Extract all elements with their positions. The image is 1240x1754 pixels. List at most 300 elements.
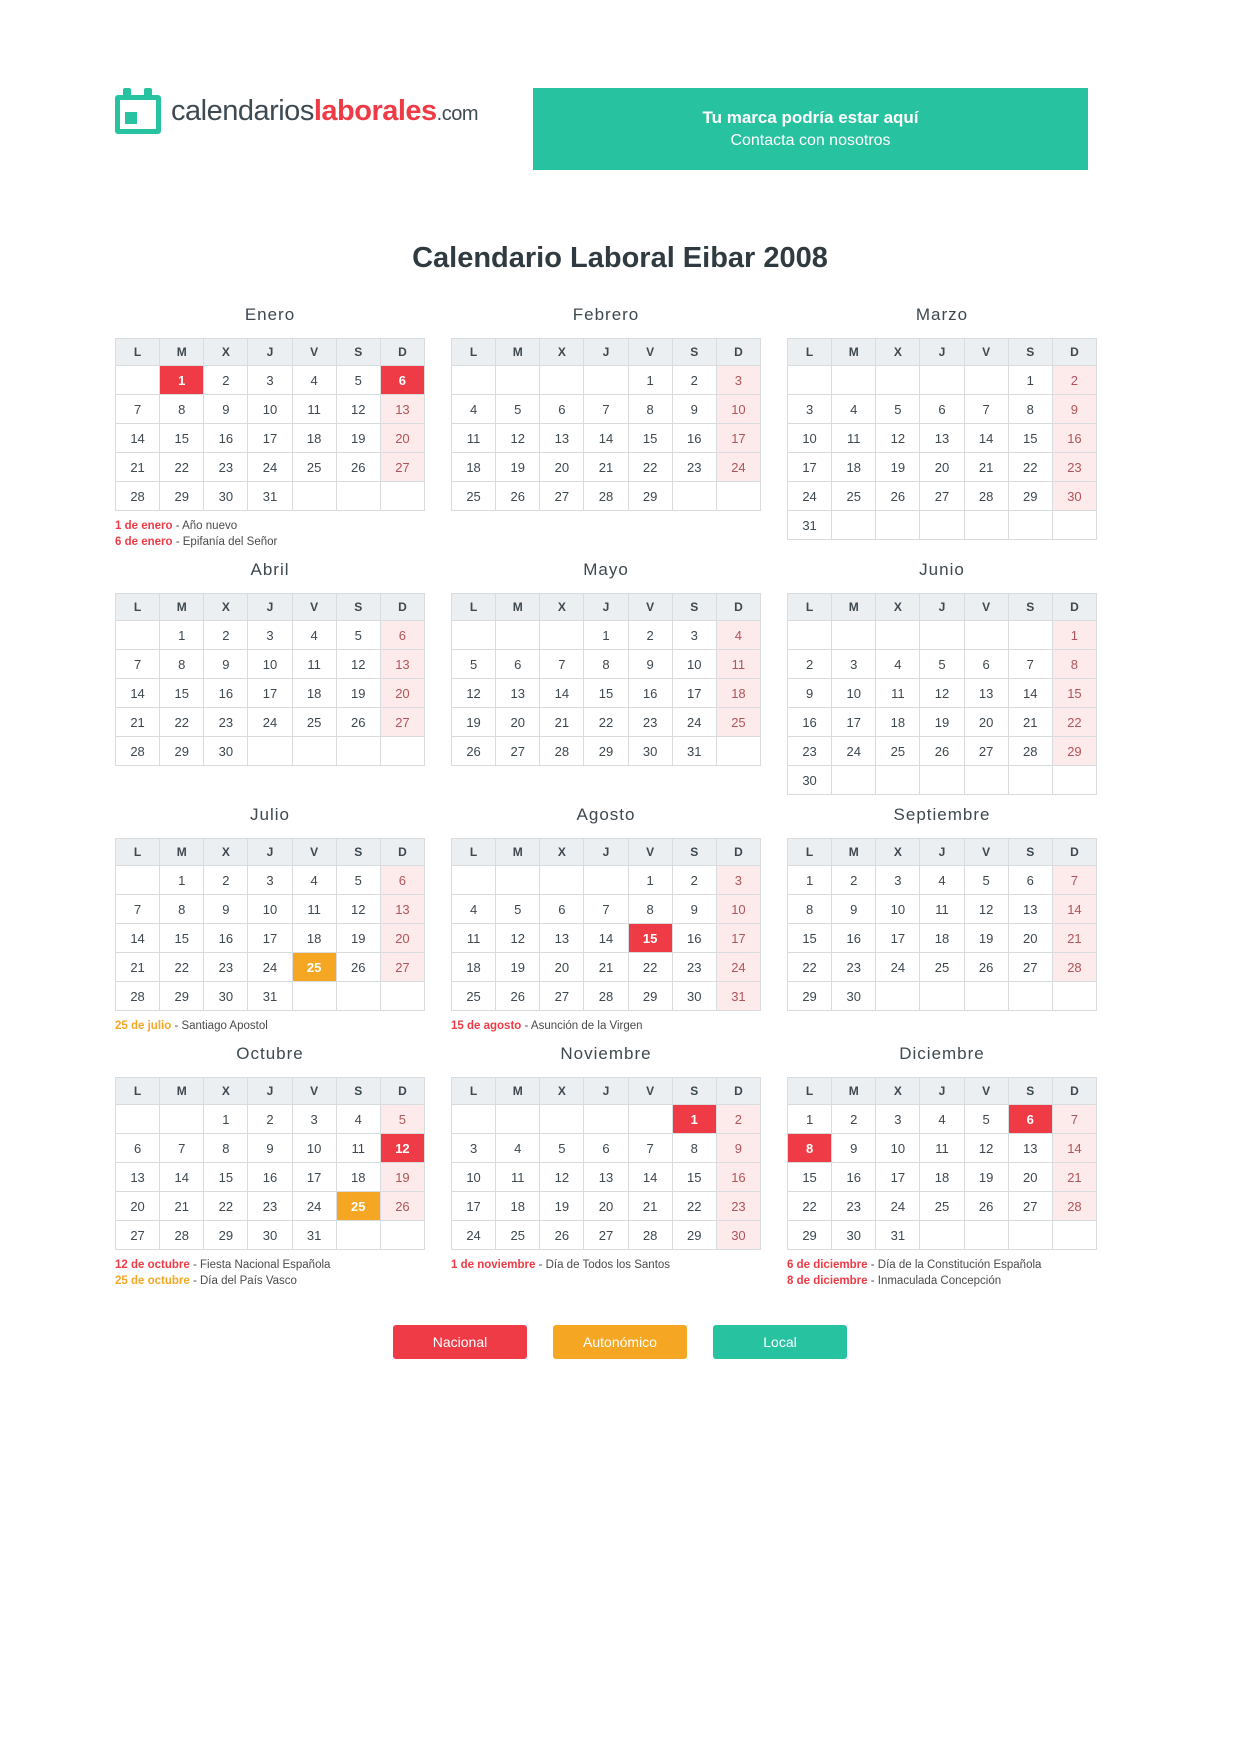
day-cell: 3: [876, 1105, 920, 1134]
day-cell: 2: [204, 366, 248, 395]
month-block: [115, 305, 451, 550]
weekday-header: L: [452, 339, 496, 366]
day-cell: 7: [116, 895, 160, 924]
day-cell: 21: [540, 708, 584, 737]
day-cell: 14: [1008, 679, 1052, 708]
day-cell: 20: [380, 924, 424, 953]
weekday-header: L: [116, 1078, 160, 1105]
day-cell: 26: [336, 453, 380, 482]
day-cell-empty: [584, 1105, 628, 1134]
day-cell: 20: [584, 1192, 628, 1221]
day-cell: 4: [452, 395, 496, 424]
day-cell: 21: [628, 1192, 672, 1221]
weekday-header: D: [1052, 839, 1096, 866]
day-cell: 8: [788, 895, 832, 924]
day-cell: 30: [204, 982, 248, 1011]
day-cell: 12: [496, 424, 540, 453]
day-cell: 13: [380, 395, 424, 424]
weekday-header: V: [628, 594, 672, 621]
months-grid: [115, 305, 1125, 1299]
week-row: [452, 1163, 761, 1192]
day-cell-empty: [788, 366, 832, 395]
day-cell: 9: [204, 895, 248, 924]
day-cell: 6: [1008, 866, 1052, 895]
day-cell: 16: [788, 708, 832, 737]
month-notes: [787, 1257, 1097, 1289]
day-cell: 3: [452, 1134, 496, 1163]
day-cell: 25: [496, 1221, 540, 1250]
day-cell: 5: [920, 650, 964, 679]
month-table: [787, 338, 1097, 540]
day-cell: 3: [248, 366, 292, 395]
weekday-header: V: [964, 839, 1008, 866]
site-logo[interactable]: [115, 88, 515, 134]
holiday-note-date: 6 de diciembre: [787, 1259, 868, 1271]
weekday-header: M: [160, 594, 204, 621]
day-cell: 10: [876, 1134, 920, 1163]
week-row: [116, 424, 425, 453]
day-cell: 28: [584, 982, 628, 1011]
week-row: [452, 621, 761, 650]
day-cell-empty: [336, 482, 380, 511]
day-cell: 25: [452, 482, 496, 511]
holiday-note-date: 25 de octubre: [115, 1275, 190, 1287]
day-cell: 30: [672, 982, 716, 1011]
day-cell: 12: [452, 679, 496, 708]
day-cell: 4: [452, 895, 496, 924]
weekday-header: S: [672, 339, 716, 366]
day-cell: 26: [452, 737, 496, 766]
holiday-note-desc: - Día de la Constitución Española: [867, 1259, 1042, 1271]
day-cell: 23: [204, 953, 248, 982]
day-cell: 28: [160, 1221, 204, 1250]
day-cell: 15: [672, 1163, 716, 1192]
day-cell: 10: [248, 650, 292, 679]
weekday-header: D: [380, 839, 424, 866]
day-cell: 28: [116, 737, 160, 766]
weekday-header: D: [716, 1078, 760, 1105]
day-cell: 29: [160, 982, 204, 1011]
day-cell: 10: [832, 679, 876, 708]
month-block: [787, 1044, 1123, 1289]
day-cell: 19: [964, 1163, 1008, 1192]
day-cell: 18: [336, 1163, 380, 1192]
day-cell: 28: [1052, 1192, 1096, 1221]
weekday-header-row: [452, 1078, 761, 1105]
day-cell: 3: [832, 650, 876, 679]
day-cell-empty: [116, 1105, 160, 1134]
day-cell: 14: [1052, 895, 1096, 924]
day-cell: 23: [832, 953, 876, 982]
day-cell: 5: [540, 1134, 584, 1163]
day-cell: 12: [540, 1163, 584, 1192]
holiday-note-desc: - Epifanía del Señor: [172, 536, 278, 548]
month-name: Agosto: [576, 805, 636, 824]
week-row: [788, 395, 1097, 424]
month-table: [451, 838, 761, 1011]
day-cell: 18: [876, 708, 920, 737]
day-cell: 11: [496, 1163, 540, 1192]
day-cell: 22: [788, 1192, 832, 1221]
day-cell: 5: [336, 366, 380, 395]
weekday-header-row: [116, 1078, 425, 1105]
holiday-note-desc: - Asunción de la Virgen: [521, 1020, 643, 1032]
day-cell: 3: [716, 866, 760, 895]
weekday-header: J: [584, 839, 628, 866]
weekday-header: S: [672, 839, 716, 866]
day-cell: 11: [832, 424, 876, 453]
month-name: Abril: [250, 560, 290, 579]
week-row: [788, 924, 1097, 953]
day-cell: 18: [292, 679, 336, 708]
day-cell: 5: [452, 650, 496, 679]
day-cell: 27: [540, 482, 584, 511]
weekday-header: V: [964, 339, 1008, 366]
day-cell: 18: [452, 453, 496, 482]
day-cell: 31: [248, 982, 292, 1011]
day-cell: 18: [292, 424, 336, 453]
day-cell: 9: [788, 679, 832, 708]
month-block: [787, 805, 1123, 1034]
weekday-header: V: [292, 1078, 336, 1105]
week-row: [452, 1105, 761, 1134]
day-cell: 22: [204, 1192, 248, 1221]
weekday-header: M: [496, 339, 540, 366]
day-cell: 27: [380, 708, 424, 737]
week-row: [116, 621, 425, 650]
day-cell: 27: [920, 482, 964, 511]
ad-banner[interactable]: [533, 88, 1088, 170]
week-row: [452, 924, 761, 953]
week-row: [788, 424, 1097, 453]
weekday-header-row: [452, 839, 761, 866]
holiday-note-date: 25 de julio: [115, 1020, 172, 1032]
weekday-header: X: [876, 839, 920, 866]
day-cell: 28: [584, 482, 628, 511]
day-cell-holiday: 25: [336, 1192, 380, 1221]
day-cell: 1: [788, 1105, 832, 1134]
day-cell: 3: [876, 866, 920, 895]
day-cell: 10: [788, 424, 832, 453]
week-row: [116, 1163, 425, 1192]
day-cell: 19: [452, 708, 496, 737]
day-cell: 19: [380, 1163, 424, 1192]
day-cell: 23: [716, 1192, 760, 1221]
day-cell: 12: [964, 1134, 1008, 1163]
day-cell: 28: [1008, 737, 1052, 766]
day-cell: 14: [584, 424, 628, 453]
weekday-header: S: [672, 594, 716, 621]
day-cell: 17: [716, 424, 760, 453]
day-cell-empty: [540, 366, 584, 395]
legend-item-autonomico[interactable]: Autonómico: [553, 1325, 687, 1359]
week-row: [116, 708, 425, 737]
day-cell: 21: [1052, 1163, 1096, 1192]
day-cell-empty: [540, 621, 584, 650]
day-cell-empty: [920, 1221, 964, 1250]
day-cell: 11: [452, 424, 496, 453]
day-cell: 12: [496, 924, 540, 953]
logo-text-part3: .com: [436, 102, 479, 125]
legend: [0, 1325, 1240, 1359]
day-cell: 2: [672, 866, 716, 895]
weekday-header: J: [584, 594, 628, 621]
day-cell: 26: [336, 953, 380, 982]
month-name: Octubre: [236, 1044, 304, 1063]
week-row: [788, 511, 1097, 540]
holiday-note-date: 8 de diciembre: [787, 1275, 868, 1287]
day-cell: 9: [672, 895, 716, 924]
day-cell: 17: [832, 708, 876, 737]
day-cell: 2: [204, 621, 248, 650]
day-cell: 30: [248, 1221, 292, 1250]
day-cell: 17: [672, 679, 716, 708]
week-row: [788, 1192, 1097, 1221]
day-cell-empty: [964, 621, 1008, 650]
weekday-header: V: [964, 1078, 1008, 1105]
day-cell: 29: [204, 1221, 248, 1250]
month-table: [787, 593, 1097, 795]
day-cell-empty: [496, 621, 540, 650]
day-cell: 11: [292, 395, 336, 424]
day-cell: 27: [116, 1221, 160, 1250]
day-cell-empty: [1008, 766, 1052, 795]
day-cell: 22: [1008, 453, 1052, 482]
day-cell-empty: [380, 1221, 424, 1250]
day-cell: 24: [716, 453, 760, 482]
month-block: [115, 805, 451, 1034]
day-cell: 30: [204, 737, 248, 766]
month-notes: [115, 1257, 425, 1289]
day-cell-empty: [876, 511, 920, 540]
day-cell-empty: [380, 737, 424, 766]
day-cell: 6: [540, 895, 584, 924]
weekday-header: M: [496, 1078, 540, 1105]
day-cell: 3: [248, 621, 292, 650]
day-cell: 7: [584, 395, 628, 424]
holiday-note-date: 6 de enero: [115, 536, 173, 548]
day-cell: 18: [292, 924, 336, 953]
weekday-header: X: [204, 339, 248, 366]
month-name: Marzo: [915, 305, 969, 324]
day-cell: 6: [380, 866, 424, 895]
week-row: [452, 453, 761, 482]
day-cell: 8: [628, 395, 672, 424]
day-cell: 1: [204, 1105, 248, 1134]
weekday-header: M: [832, 1078, 876, 1105]
day-cell: 13: [584, 1163, 628, 1192]
day-cell: 5: [964, 866, 1008, 895]
day-cell: 16: [204, 924, 248, 953]
day-cell: 1: [160, 866, 204, 895]
weekday-header: X: [204, 839, 248, 866]
day-cell: 7: [116, 650, 160, 679]
day-cell: 30: [716, 1221, 760, 1250]
month-table: [115, 593, 425, 766]
month-name: Julio: [250, 805, 290, 824]
day-cell: 12: [920, 679, 964, 708]
day-cell: 16: [716, 1163, 760, 1192]
day-cell: 10: [876, 895, 920, 924]
month-table: [115, 338, 425, 511]
week-row: [452, 650, 761, 679]
day-cell: 10: [292, 1134, 336, 1163]
weekday-header-row: [788, 594, 1097, 621]
weekday-header: D: [716, 594, 760, 621]
day-cell: 16: [672, 924, 716, 953]
day-cell: 14: [160, 1163, 204, 1192]
day-cell: 11: [716, 650, 760, 679]
day-cell: 14: [116, 924, 160, 953]
day-cell: 10: [672, 650, 716, 679]
day-cell-empty: [336, 1221, 380, 1250]
day-cell: 8: [584, 650, 628, 679]
day-cell: 3: [292, 1105, 336, 1134]
legend-item-nacional[interactable]: Nacional: [393, 1325, 527, 1359]
week-row: [116, 453, 425, 482]
day-cell: 26: [876, 482, 920, 511]
weekday-header: J: [248, 839, 292, 866]
day-cell: 16: [832, 924, 876, 953]
day-cell-empty: [1052, 982, 1096, 1011]
weekday-header: S: [336, 839, 380, 866]
day-cell: 9: [204, 650, 248, 679]
day-cell: 5: [496, 395, 540, 424]
day-cell: 9: [204, 395, 248, 424]
day-cell-empty: [1008, 511, 1052, 540]
day-cell: 4: [496, 1134, 540, 1163]
day-cell: 11: [452, 924, 496, 953]
month-block: [787, 305, 1123, 550]
weekday-header: D: [380, 594, 424, 621]
holiday-note-date: 15 de agosto: [451, 1020, 522, 1032]
logo-text-part2: laborales: [313, 94, 437, 127]
day-cell: 27: [540, 982, 584, 1011]
day-cell: 8: [160, 395, 204, 424]
week-row: [452, 366, 761, 395]
day-cell: 22: [672, 1192, 716, 1221]
day-cell: 23: [248, 1192, 292, 1221]
day-cell: 2: [788, 650, 832, 679]
day-cell: 31: [788, 511, 832, 540]
weekday-header: L: [116, 339, 160, 366]
day-cell: 7: [1008, 650, 1052, 679]
holiday-note-desc: - Fiesta Nacional Española: [189, 1259, 331, 1271]
weekday-header: V: [964, 594, 1008, 621]
day-cell: 13: [380, 895, 424, 924]
day-cell: 27: [380, 453, 424, 482]
day-cell: 15: [204, 1163, 248, 1192]
day-cell: 1: [788, 866, 832, 895]
week-row: [116, 737, 425, 766]
day-cell: 25: [292, 708, 336, 737]
week-row: [452, 395, 761, 424]
day-cell: 13: [1008, 895, 1052, 924]
day-cell: 16: [204, 424, 248, 453]
day-cell: 5: [496, 895, 540, 924]
day-cell: 19: [496, 453, 540, 482]
day-cell: 10: [452, 1163, 496, 1192]
day-cell: 25: [452, 982, 496, 1011]
day-cell: 14: [116, 424, 160, 453]
week-row: [452, 982, 761, 1011]
day-cell: 23: [1052, 453, 1096, 482]
weekday-header: L: [116, 594, 160, 621]
day-cell: 26: [540, 1221, 584, 1250]
day-cell: 31: [292, 1221, 336, 1250]
day-cell: 14: [628, 1163, 672, 1192]
day-cell: 24: [716, 953, 760, 982]
day-cell: 23: [204, 453, 248, 482]
day-cell: 7: [160, 1134, 204, 1163]
week-row: [116, 924, 425, 953]
day-cell: 6: [920, 395, 964, 424]
day-cell-empty: [920, 621, 964, 650]
day-cell: 21: [1008, 708, 1052, 737]
day-cell: 9: [832, 1134, 876, 1163]
weekday-header: M: [832, 839, 876, 866]
week-row: [452, 708, 761, 737]
day-cell: 26: [964, 1192, 1008, 1221]
weekday-header-row: [788, 839, 1097, 866]
week-row: [788, 737, 1097, 766]
day-cell-holiday: 15: [628, 924, 672, 953]
week-row: [116, 366, 425, 395]
day-cell: 31: [876, 1221, 920, 1250]
holiday-note: [451, 1257, 761, 1273]
day-cell: 4: [716, 621, 760, 650]
day-cell: 30: [832, 1221, 876, 1250]
ad-banner-headline: Tu marca podría estar aquí: [702, 108, 919, 127]
day-cell: 24: [248, 953, 292, 982]
day-cell: 20: [1008, 1163, 1052, 1192]
day-cell-empty: [584, 866, 628, 895]
day-cell: 19: [876, 453, 920, 482]
holiday-note: [115, 518, 425, 534]
day-cell: 12: [876, 424, 920, 453]
day-cell: 22: [160, 708, 204, 737]
day-cell-empty: [964, 1221, 1008, 1250]
day-cell: 22: [788, 953, 832, 982]
day-cell: 26: [380, 1192, 424, 1221]
day-cell-empty: [452, 866, 496, 895]
weekday-header: X: [876, 339, 920, 366]
legend-item-local[interactable]: Local: [713, 1325, 847, 1359]
weekday-header: D: [1052, 1078, 1096, 1105]
day-cell-empty: [336, 982, 380, 1011]
week-row: [788, 766, 1097, 795]
day-cell: 23: [672, 953, 716, 982]
weekday-header: S: [672, 1078, 716, 1105]
week-row: [452, 1134, 761, 1163]
day-cell: 7: [1052, 866, 1096, 895]
day-cell: 27: [496, 737, 540, 766]
day-cell: 8: [672, 1134, 716, 1163]
weekday-header: M: [160, 839, 204, 866]
day-cell: 28: [540, 737, 584, 766]
weekday-header: S: [1008, 339, 1052, 366]
day-cell-empty: [876, 766, 920, 795]
month-name: Noviembre: [560, 1044, 652, 1063]
month-table: [787, 838, 1097, 1011]
week-row: [788, 453, 1097, 482]
day-cell: 5: [964, 1105, 1008, 1134]
weekday-header: L: [452, 594, 496, 621]
day-cell: 5: [380, 1105, 424, 1134]
day-cell: 3: [716, 366, 760, 395]
day-cell-empty: [452, 366, 496, 395]
day-cell: 29: [672, 1221, 716, 1250]
